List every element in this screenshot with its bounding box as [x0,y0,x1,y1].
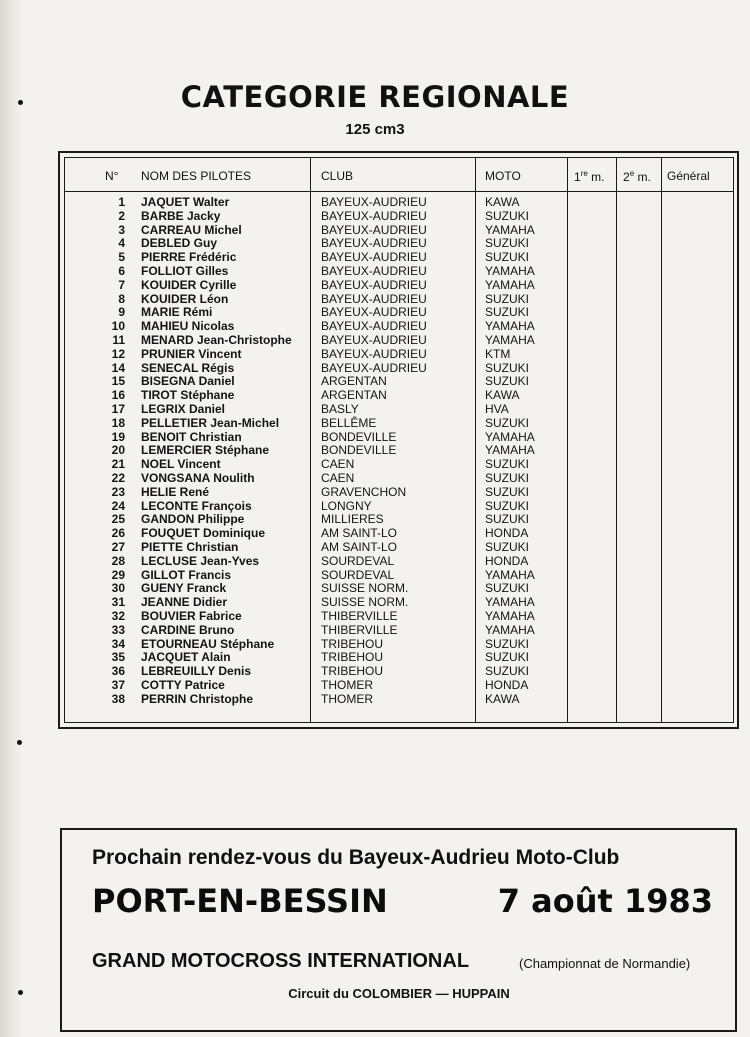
pilot-club: ARGENTAN [321,388,387,403]
table-row [65,693,733,707]
pilot-moto: SUZUKI [485,664,530,679]
pilot-name: BISEGNA Daniel [141,374,235,389]
pilot-moto: HONDA [485,553,529,568]
pilot-name: JACQUET Alain [141,650,231,665]
pilot-number: 29 [111,567,125,582]
table-row [65,375,733,389]
pilot-moto: SUZUKI [485,539,530,554]
pilot-moto: YAMAHA [485,277,535,292]
pilot-name: PIETTE Christian [141,539,239,554]
header-general: Général [667,169,710,183]
pilot-number: 25 [111,512,125,527]
pilot-club: BAYEUX-AUDRIEU [321,305,427,320]
table-row [65,624,733,638]
pilot-club: THIBERVILLE [321,608,398,623]
event-city: PORT-EN-BESSIN [92,882,388,920]
header-divider [65,191,733,192]
pilot-number: 38 [111,691,125,706]
pilot-moto: YAMAHA [485,263,535,278]
pilot-moto: SUZUKI [485,512,530,527]
pilot-moto: YAMAHA [485,608,535,623]
pilot-number: 8 [118,291,125,306]
pilot-name: TIROT Stéphane [141,388,235,403]
pilot-moto: SUZUKI [485,650,530,665]
pilot-number: 3 [118,222,125,237]
pilot-name: GILLOT Francis [141,567,232,582]
pilot-moto: HONDA [485,526,529,541]
event-name: GRAND MOTOCROSS INTERNATIONAL [92,950,470,972]
pilot-club: BAYEUX-AUDRIEU [321,332,427,347]
page-title: CATEGORIE REGIONALE [180,80,570,114]
pilot-number: 1 [118,195,125,209]
pilot-moto: HONDA [485,677,529,692]
pilot-number: 2 [118,208,125,223]
pilot-moto: YAMAHA [485,443,535,458]
pilot-number: 18 [111,415,125,430]
pilot-moto: KAWA [485,691,520,706]
header-first-race-main: 1 [574,170,581,184]
pilot-club: LONGNY [321,498,372,513]
pilot-name: MARIE Rémi [141,305,213,320]
pilot-club: CAEN [321,470,355,485]
header-moto: MOTO [485,169,521,183]
pilot-name: LEMERCIER Stéphane [141,443,270,458]
pilot-moto: SUZUKI [485,374,530,389]
header-second-race [623,169,651,184]
table-row [65,417,733,431]
table-row [65,444,733,458]
pilot-name: CARDINE Bruno [141,622,235,637]
pilot-number: 24 [111,498,125,513]
pilot-club: AM SAINT-LO [321,526,398,541]
pilot-name: NOEL Vincent [141,457,221,472]
pilot-name: ETOURNEAU Stéphane [141,636,275,651]
pilot-club: SOURDEVAL [321,553,395,568]
pilot-name: MAHIEU Nicolas [141,319,235,334]
pilot-number: 7 [118,277,125,292]
event-circuit: Circuit du COLOMBIER — HUPPAIN [288,986,510,1001]
pilots-table [64,157,734,723]
pilot-moto: SUZUKI [485,236,530,251]
pilot-number: 35 [111,650,125,665]
pilot-club: BAYEUX-AUDRIEU [321,277,427,292]
table-row [65,569,733,583]
pilot-number: 10 [111,319,125,334]
pilot-moto: KAWA [485,388,520,403]
pilot-moto: YAMAHA [485,332,535,347]
pilot-club: BELLÊME [321,415,377,430]
table-row [65,638,733,652]
page-binding-edge [0,0,22,1037]
pilot-name: JEANNE Didier [141,595,228,610]
pilot-club: SOURDEVAL [321,567,395,582]
pilot-club: BAYEUX-AUDRIEU [321,236,427,251]
pilot-club: SUISSE NORM. [321,595,409,610]
table-row [65,265,733,279]
pilot-moto: KTM [485,346,511,361]
pilot-number: 9 [118,305,125,320]
table-row [65,251,733,265]
table-row [65,610,733,624]
table-row [65,389,733,403]
pilot-name: KOUIDER Léon [141,291,229,306]
pilot-club: BAYEUX-AUDRIEU [321,291,427,306]
pilot-name: GUENY Franck [141,581,227,596]
pilot-moto: SUZUKI [485,415,530,430]
pilot-club: BONDEVILLE [321,443,397,458]
pilot-club: BASLY [321,401,359,416]
pilot-number: 14 [111,360,125,375]
pilot-name: PELLETIER Jean-Michel [141,415,280,430]
pilot-number: 34 [111,636,125,651]
pilot-name: CARREAU Michel [141,222,242,237]
pilot-club: MILLIERES [321,512,384,527]
pilot-club: GRAVENCHON [321,484,407,499]
pilot-number: 22 [111,470,125,485]
pilot-name: BARBE Jacky [141,208,221,223]
pilot-club: CAEN [321,457,355,472]
pilot-moto: SUZUKI [485,250,530,265]
header-first-race-sup: re [580,169,588,178]
event-championship: (Championnat de Normandie) [519,956,691,971]
table-row [65,196,733,210]
pilot-club: AM SAINT-LO [321,539,398,554]
pilot-moto: SUZUKI [485,208,530,223]
table-row [65,306,733,320]
pilot-club: BAYEUX-AUDRIEU [321,250,427,265]
pilot-name: FOLLIOT Gilles [141,263,229,278]
pilot-name: LECLUSE Jean-Yves [141,553,260,568]
header-num: N° [105,169,119,183]
pilot-moto: SUZUKI [485,291,530,306]
pilot-club: BAYEUX-AUDRIEU [321,208,427,223]
pilot-club: BAYEUX-AUDRIEU [321,195,427,209]
pilot-name: PIERRE Frédéric [141,250,237,265]
table-body [65,196,733,706]
pilot-name: GANDON Philippe [141,512,245,527]
pilot-club: BONDEVILLE [321,429,397,444]
table-row [65,679,733,693]
table-row [65,500,733,514]
table-row [65,665,733,679]
pilot-number: 28 [111,553,125,568]
pilot-club: BAYEUX-AUDRIEU [321,263,427,278]
pilot-name: BOUVIER Fabrice [141,608,242,623]
pilot-club: THOMER [321,691,373,706]
table-row [65,293,733,307]
table-row [65,224,733,238]
pilot-name: LECONTE François [141,498,252,513]
pilot-name: BENOIT Christian [141,429,242,444]
table-row [65,651,733,665]
pilot-number: 19 [111,429,125,444]
pilot-moto: SUZUKI [485,305,530,320]
table-row [65,582,733,596]
pilot-club: BAYEUX-AUDRIEU [321,319,427,334]
pilot-name: LEBREUILLY Denis [141,664,252,679]
pilot-club: THIBERVILLE [321,622,398,637]
pilot-number: 12 [111,346,125,361]
table-row [65,334,733,348]
pilot-club: BAYEUX-AUDRIEU [321,222,427,237]
pilot-number: 27 [111,539,125,554]
pilot-moto: SUZUKI [485,360,530,375]
pilot-moto: SUZUKI [485,636,530,651]
table-row [65,362,733,376]
pilot-club: TRIBEHOU [321,650,384,665]
pilot-moto: YAMAHA [485,222,535,237]
table-row [65,527,733,541]
pilot-name: MENARD Jean-Christophe [141,332,292,347]
pilot-number: 16 [111,388,125,403]
pilot-number: 21 [111,457,125,472]
table-row [65,431,733,445]
pilot-name: PRUNIER Vincent [141,346,242,361]
pilot-club: TRIBEHOU [321,636,384,651]
pilot-club: SUISSE NORM. [321,581,409,596]
header-club: CLUB [321,169,354,183]
pilot-name: PERRIN Christophe [141,691,254,706]
pilot-number: 30 [111,581,125,596]
table-row [65,403,733,417]
pilot-moto: KAWA [485,195,520,209]
pilot-number: 11 [112,332,125,347]
pilot-moto: SUZUKI [485,484,530,499]
pilot-number: 37 [111,677,125,692]
pilot-name: HELIE René [141,484,210,499]
pilot-club: BAYEUX-AUDRIEU [321,360,427,375]
header-second-race-tail: m. [634,170,651,184]
binding-mark [18,100,23,105]
table-row [65,596,733,610]
pilot-name: KOUIDER Cyrille [141,277,237,292]
pilot-club: BAYEUX-AUDRIEU [321,346,427,361]
header-second-race-sup: e [629,169,635,178]
announcement-line: Prochain rendez-vous du Bayeux-Audrieu Moto-Club [92,846,620,869]
header-first-race [574,169,604,184]
pilot-moto: YAMAHA [485,567,535,582]
pilot-name: SENECAL Régis [141,360,235,375]
pilot-number: 17 [111,401,125,416]
pilot-number: 23 [111,484,125,499]
pilot-number: 20 [111,443,125,458]
table-row [65,348,733,362]
table-row [65,458,733,472]
pilot-moto: YAMAHA [485,429,535,444]
table-row [65,541,733,555]
pilot-number: 4 [118,236,125,251]
pilot-number: 33 [111,622,125,637]
pilot-moto: SUZUKI [485,457,530,472]
table-row [65,210,733,224]
pilot-moto: YAMAHA [485,319,535,334]
pilot-moto: YAMAHA [485,595,535,610]
event-date: 7 août 1983 [497,882,713,920]
header-second-race-main: 2 [623,170,630,184]
table-row [65,513,733,527]
binding-mark [17,740,22,745]
pilot-number: 26 [111,526,125,541]
table-row [65,555,733,569]
pilot-club: TRIBEHOU [321,664,384,679]
pilot-name: JAQUET Walter [141,195,230,209]
pilot-name: LEGRIX Daniel [141,401,226,416]
pilot-number: 31 [111,595,125,610]
pilot-club: ARGENTAN [321,374,387,389]
page-subtitle: 125 cm3 [345,121,405,138]
pilot-moto: SUZUKI [485,498,530,513]
table-row [65,279,733,293]
pilot-moto: YAMAHA [485,622,535,637]
pilot-moto: SUZUKI [485,470,530,485]
table-row [65,486,733,500]
pilot-name: FOUQUET Dominique [141,526,265,541]
pilot-moto: SUZUKI [485,581,530,596]
table-row [65,472,733,486]
pilot-moto: HVA [485,401,509,416]
header-name: NOM DES PILOTES [141,169,252,183]
table-row [65,237,733,251]
pilot-number: 5 [118,250,125,265]
pilot-number: 36 [111,664,125,679]
pilot-name: COTTY Patrice [141,677,225,692]
pilot-name: DEBLED Guy [141,236,218,251]
pilot-name: VONGSANA Noulith [141,470,255,485]
header-first-race-tail: m. [587,170,605,184]
pilot-number: 6 [118,263,125,278]
pilot-club: THOMER [321,677,373,692]
table-row [65,320,733,334]
pilot-number: 32 [111,608,125,623]
pilot-number: 15 [111,374,125,389]
